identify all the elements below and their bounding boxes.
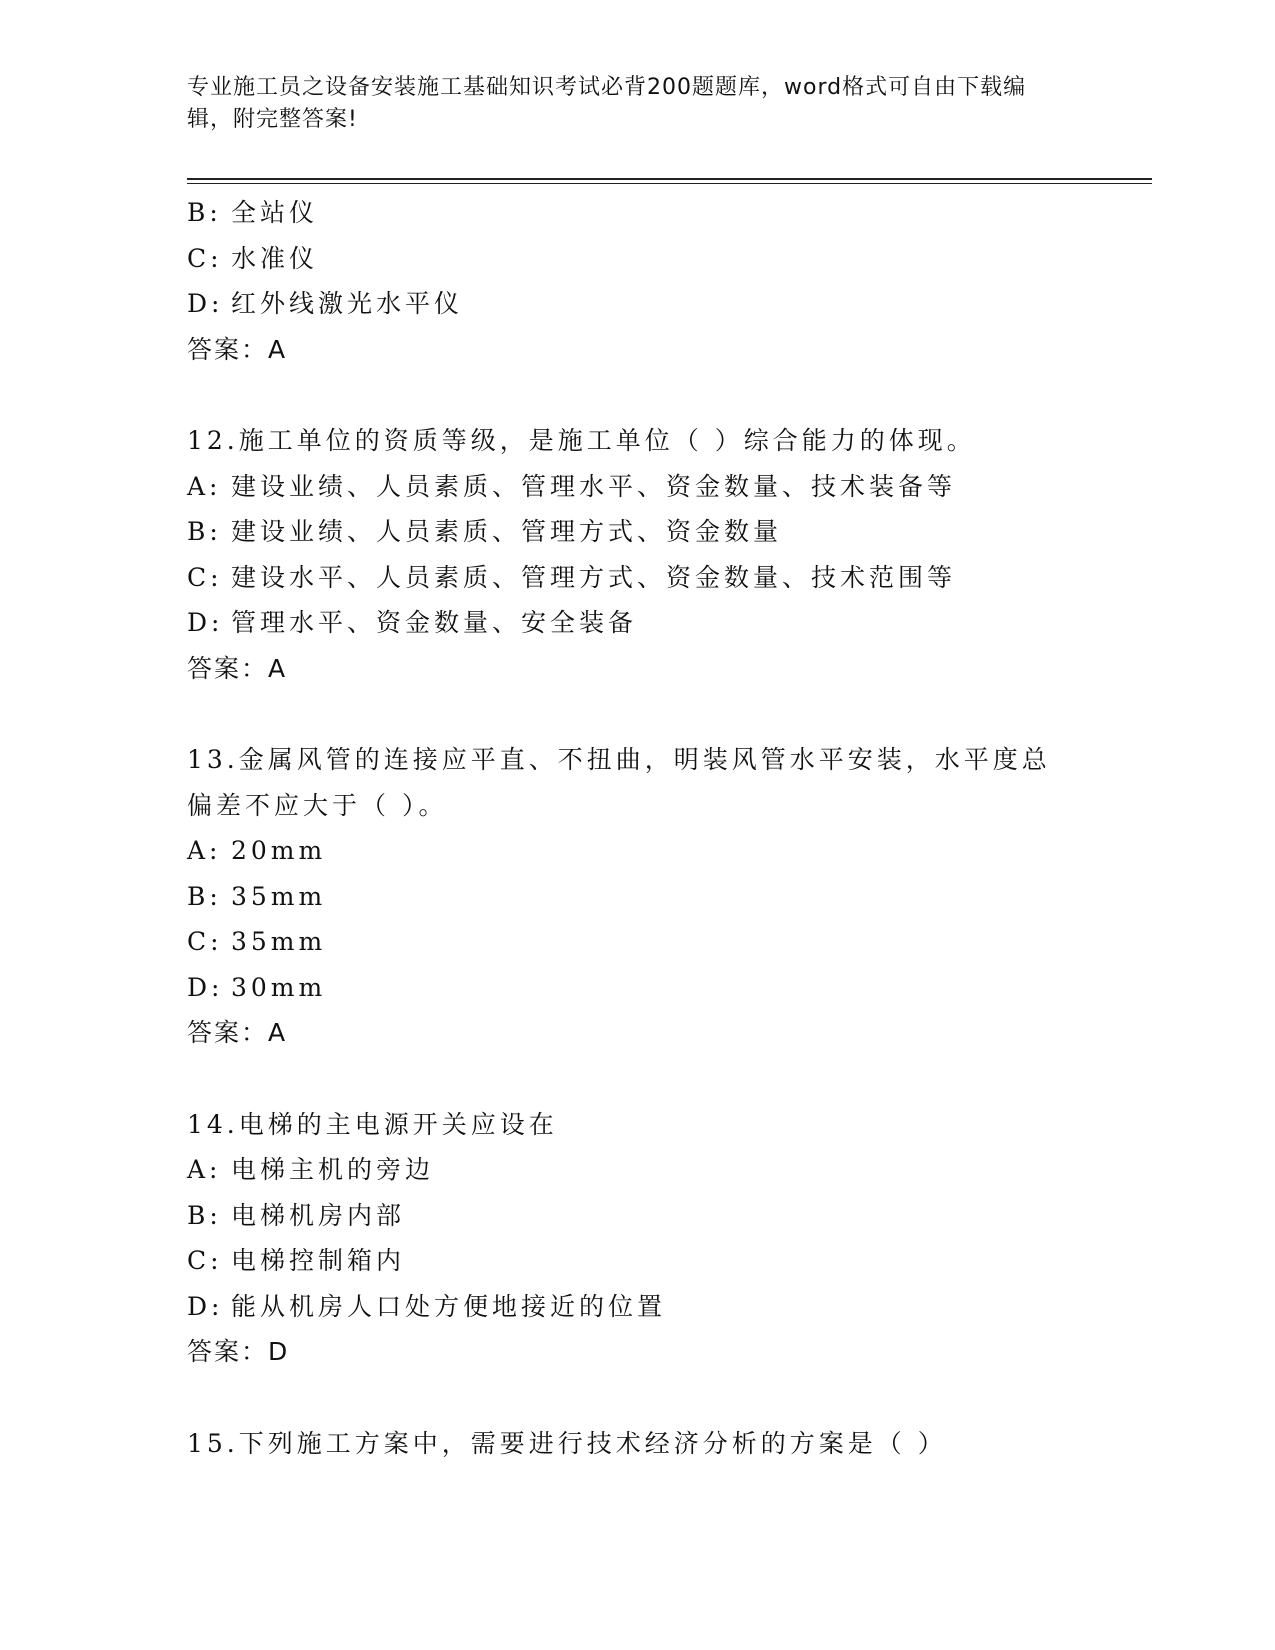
answer-line: 答案：A [187,653,288,683]
option-text: 建设业绩、人员素质、管理水平、资金数量、技术装备等 [231,471,957,501]
option-d [187,600,1117,646]
option-text: 全站仪 [231,198,319,227]
spacer [187,691,1117,737]
option-text: 电梯主机的旁边 [231,1155,435,1184]
option-c [187,555,1117,601]
spacer [187,1375,1117,1421]
option-letter: D: [187,289,224,318]
option-c [187,919,1117,965]
option-letter: C: [187,562,223,592]
option-letter: D: [187,1291,224,1321]
option-b [187,190,1117,236]
option-text: 能从机房人口处方便地接近的位置 [231,1291,667,1321]
option-letter: D: [187,972,224,1002]
option-text: 35mm [231,881,327,911]
option-b [187,1193,1117,1239]
option-c [187,236,1117,282]
option-b [187,509,1117,555]
answer-line: 答案：A [187,1018,288,1047]
header-divider-thick [187,178,1152,180]
spacer [187,372,1117,418]
option-letter: B: [187,1200,222,1230]
option-text: 建设水平、人员素质、管理方式、资金数量、技术范围等 [231,562,957,592]
option-text: 水准仪 [231,243,319,273]
question-text: 14.电梯的主电源开关应设在 [187,1109,558,1139]
option-letter: A: [187,836,222,865]
option-letter: C: [187,927,223,956]
option-letter: B: [187,881,222,911]
question-13 [187,737,1117,1056]
option-a [187,1147,1117,1193]
option-letter: A: [187,471,222,501]
spacer [187,1056,1117,1102]
option-d [187,1284,1117,1330]
question-14 [187,1102,1117,1375]
question-text: 13.金属风管的连接应平直、不扭曲，明装风管水平安装，水平度总偏差不应大于（ ）。 [187,745,1051,820]
option-letter: C: [187,1246,223,1275]
question-15 [187,1421,1117,1467]
answer-line: 答案：A [187,334,288,364]
option-d [187,281,1117,327]
option-text: 红外线激光水平仪 [231,289,464,318]
option-text: 35mm [231,927,327,956]
question-text: 12.施工单位的资质等级，是施工单位（ ）综合能力的体现。 [187,426,976,455]
question-list [187,190,1117,1466]
question-11-tail [187,190,1117,372]
header-divider-thin [187,183,1152,184]
option-text: 电梯机房内部 [231,1200,406,1230]
page-header-title: 专业施工员之设备安装施工基础知识考试必背200题题库，word格式可自由下载编辑，附完整答案! [187,75,1027,132]
option-b [187,874,1117,920]
option-letter: C: [187,243,223,273]
option-c [187,1238,1117,1284]
option-d [187,965,1117,1011]
option-letter: A: [187,1155,222,1184]
option-text: 20mm [231,836,327,865]
option-text: 电梯控制箱内 [231,1246,406,1275]
option-letter: D: [187,608,224,637]
option-text: 管理水平、资金数量、安全装备 [231,608,638,637]
option-text: 30mm [231,972,327,1002]
option-a [187,464,1117,510]
option-a [187,828,1117,874]
option-text: 建设业绩、人员素质、管理方式、资金数量 [231,517,783,546]
question-12 [187,418,1117,691]
answer-line: 答案：D [187,1337,290,1366]
option-letter: B: [187,517,222,546]
question-text: 15.下列施工方案中，需要进行技术经济分析的方案是（ ） [187,1428,947,1458]
option-letter: B: [187,198,222,227]
